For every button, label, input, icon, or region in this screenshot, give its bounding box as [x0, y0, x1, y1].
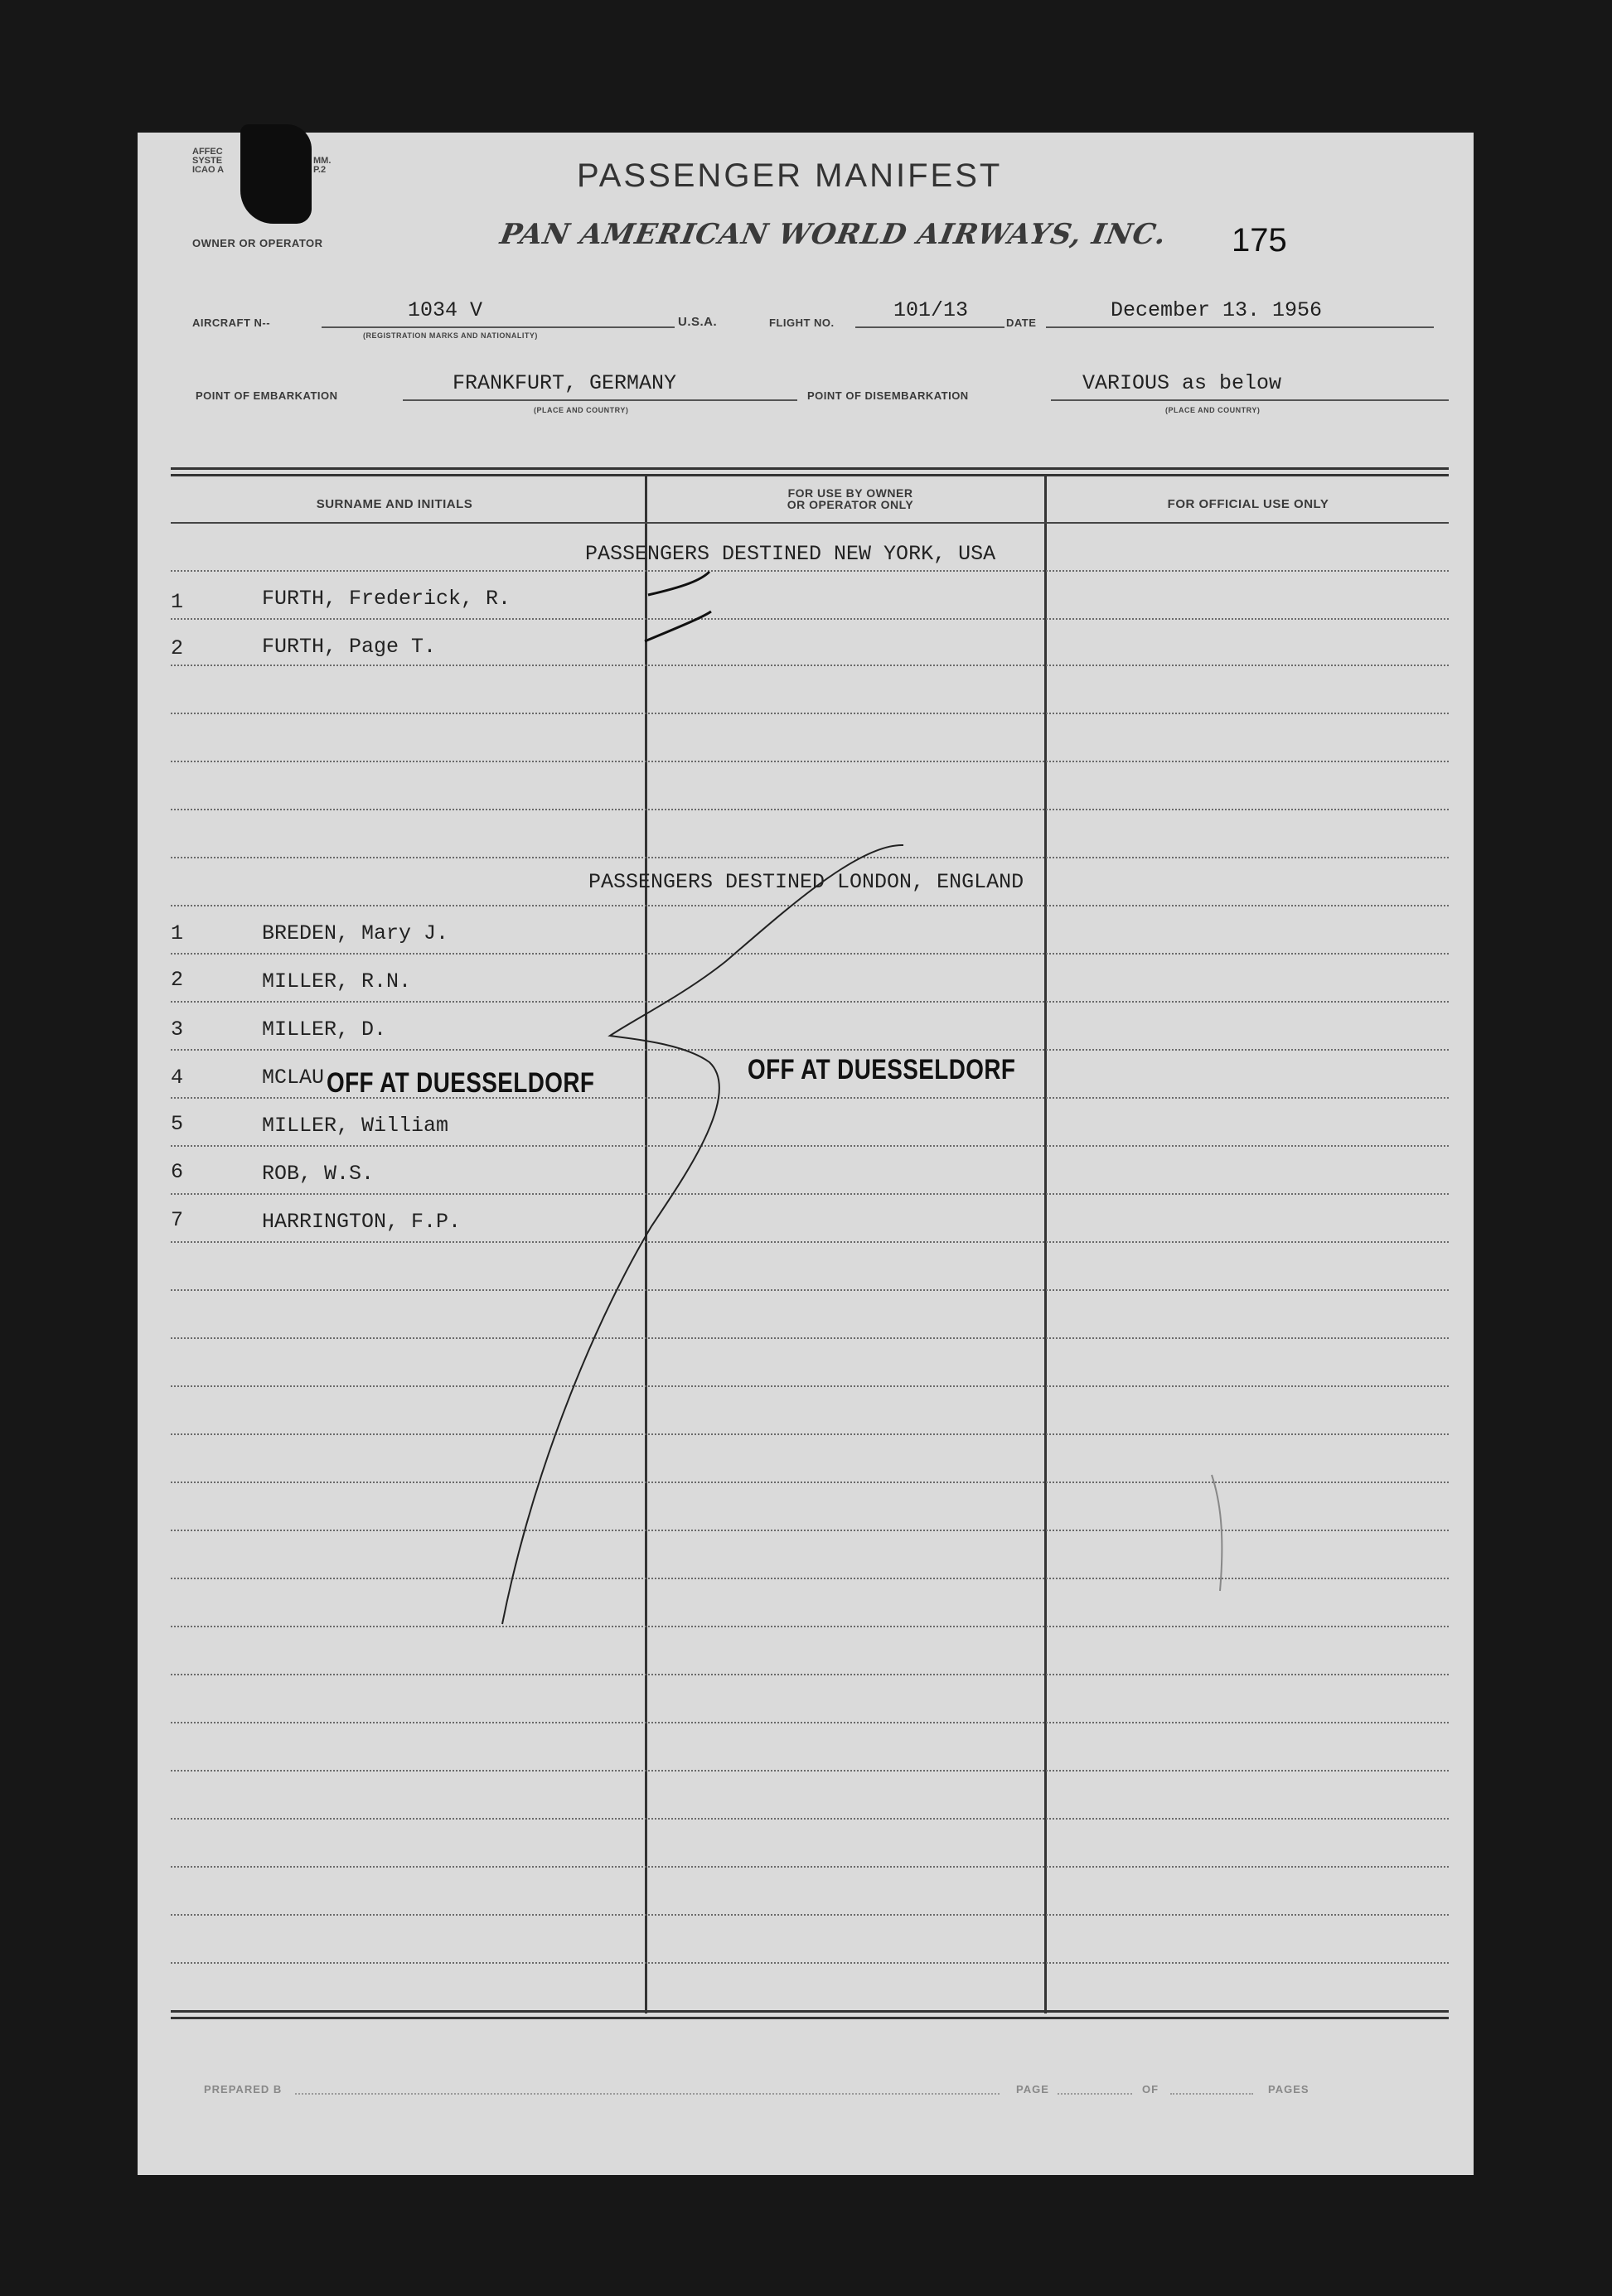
faint-pencil-mark — [1212, 1475, 1222, 1591]
page-number: 175 — [1232, 222, 1287, 259]
stamp-off-at-duesseldorf-left: OFF AT DUESSELDORF — [327, 1067, 595, 1099]
aircraft-label: AIRCRAFT N-- — [192, 317, 271, 329]
form-title: PASSENGER MANIFEST — [577, 157, 1003, 194]
aircraft-sublabel: (REGISTRATION MARKS AND NATIONALITY) — [363, 331, 538, 340]
london-row-2-name: MILLER, R.N. — [262, 969, 412, 993]
flight-label: FLIGHT NO. — [769, 317, 835, 329]
london-row-3-name: MILLER, D. — [262, 1017, 387, 1042]
checkmark-2 — [645, 611, 711, 641]
table-bottom-rule-1 — [171, 2010, 1449, 2013]
corner-note-line-1: AFFEC — [192, 147, 223, 157]
disembarkation-sublabel: (PLACE AND COUNTRY) — [1165, 406, 1261, 414]
london-row-6-number: 6 — [171, 1160, 184, 1184]
airline-name: PAN AMERICAN WORLD AIRWAYS, INC. — [497, 218, 1169, 251]
london-row-4-name: MCLAU — [262, 1066, 325, 1090]
london-row-1-number: 1 — [171, 921, 184, 945]
pen-stroke — [502, 845, 903, 1624]
column-header-owner-use-1: FOR USE BY OWNER — [787, 486, 913, 500]
london-row-2-number: 2 — [171, 968, 184, 992]
disembarkation-value: VARIOUS as below — [1082, 371, 1282, 395]
column-header-owner-use-2: OR OPERATOR ONLY — [787, 498, 914, 511]
corner-note-suffix-2: P.2 — [313, 165, 327, 175]
footer-page: PAGE — [1016, 2083, 1049, 2095]
footer-pages: PAGES — [1268, 2083, 1309, 2095]
date-value: December 13. 1956 — [1111, 298, 1323, 322]
footer-of: OF — [1142, 2083, 1159, 2095]
london-row-5-number: 5 — [171, 1112, 184, 1136]
ny-row-2-name: FURTH, Page T. — [262, 635, 437, 659]
owner-label: OWNER OR OPERATOR — [192, 237, 323, 249]
corner-note-suffix-1: MM. — [313, 156, 332, 166]
handwriting-marks — [138, 133, 1474, 2175]
ny-row-1-name: FURTH, Frederick, R. — [262, 587, 511, 611]
london-row-1-name: BREDEN, Mary J. — [262, 921, 449, 945]
ny-row-2-number: 2 — [171, 636, 184, 660]
column-header-surname: SURNAME AND INITIALS — [316, 497, 473, 511]
date-label: DATE — [1006, 317, 1037, 329]
corner-note-line-3: ICAO A — [192, 165, 225, 175]
london-row-7-number: 7 — [171, 1208, 184, 1232]
stamp-off-at-duesseldorf-center: OFF AT DUESSELDORF — [748, 1054, 1016, 1085]
section-heading-london: PASSENGERS DESTINED LONDON, ENGLAND — [588, 870, 1024, 894]
footer-prepared-by: PREPARED B — [204, 2083, 283, 2095]
disembarkation-label: POINT OF DISEMBARKATION — [807, 389, 969, 402]
table-bottom-rule-2 — [171, 2017, 1449, 2019]
checkmark-1 — [648, 572, 709, 595]
usa-label: U.S.A. — [678, 315, 718, 329]
london-row-3-number: 3 — [171, 1017, 184, 1042]
london-row-5-name: MILLER, William — [262, 1114, 449, 1138]
embarkation-value: FRANKFURT, GERMANY — [453, 371, 677, 395]
embarkation-sublabel: (PLACE AND COUNTRY) — [534, 406, 629, 414]
london-row-6-name: ROB, W.S. — [262, 1162, 375, 1186]
corner-note-line-2: SYSTE — [192, 156, 223, 166]
embarkation-label: POINT OF EMBARKATION — [196, 389, 338, 402]
ny-row-1-number: 1 — [171, 590, 184, 614]
manifest-page — [138, 133, 1474, 2175]
aircraft-value: 1034 V — [408, 298, 483, 322]
london-row-7-name: HARRINGTON, F.P. — [262, 1210, 462, 1234]
column-header-official: FOR OFFICIAL USE ONLY — [1167, 497, 1329, 511]
section-heading-new-york: PASSENGERS DESTINED NEW YORK, USA — [585, 542, 996, 566]
flight-value: 101/13 — [893, 298, 969, 322]
london-row-4-number: 4 — [171, 1066, 184, 1090]
